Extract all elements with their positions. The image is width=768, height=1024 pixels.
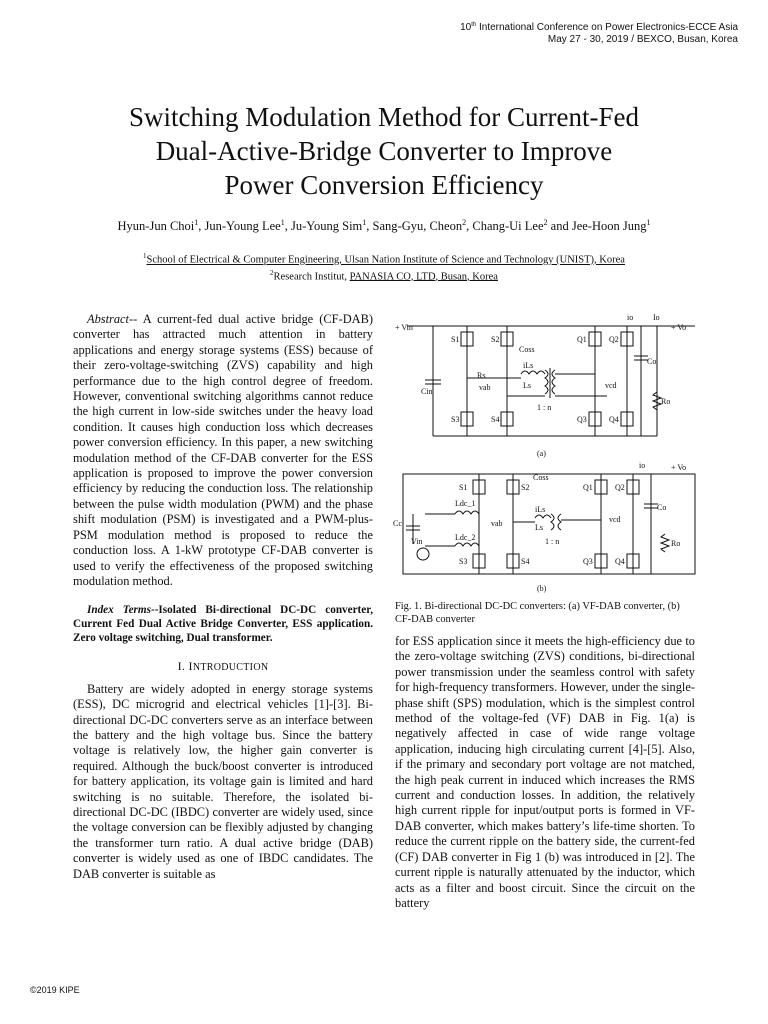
label-q1: Q1 — [577, 335, 587, 344]
author-separator: , — [366, 219, 373, 234]
conference-line-1: 10th International Conference on Power Electronics-ECCE Asia — [460, 22, 738, 33]
label-rs: Rs — [477, 371, 486, 380]
label-ls: Ls — [523, 381, 531, 390]
figure-label-a: (a) — [537, 449, 546, 458]
label-vo: + Vo — [671, 323, 687, 332]
label-s4-b: S4 — [521, 557, 530, 566]
label-q4: Q4 — [609, 415, 619, 424]
label-q4-b: Q4 — [615, 557, 625, 566]
label-ratio: 1 : n — [537, 403, 552, 412]
label-vin-b: Vin — [411, 537, 423, 546]
label-s3: S3 — [451, 415, 460, 424]
author-affiliation-mark: 2 — [462, 218, 467, 227]
author-affiliation-mark: 1 — [280, 218, 285, 227]
author-affiliation-mark: 2 — [543, 218, 548, 227]
label-co-b: Co — [657, 503, 667, 512]
label-q3: Q3 — [577, 415, 587, 424]
label-io-b: io — [639, 461, 646, 470]
label-ldc2: Ldc_2 — [455, 533, 476, 542]
label-vab-b: vab — [491, 519, 503, 528]
label-ils-b: iLs — [535, 505, 546, 514]
left-column — [73, 312, 373, 882]
label-s1-b: S1 — [459, 483, 468, 492]
label-ro-b: Ro — [671, 539, 681, 548]
section-heading-introduction: I. INTRODUCTION — [177, 659, 269, 674]
author-separator: and — [547, 219, 572, 234]
label-q2-b: Q2 — [615, 483, 625, 492]
author-name: Sang-Gyu, Cheon — [372, 219, 463, 234]
author-separator: , — [198, 219, 205, 234]
cf-dab-circuit — [403, 474, 695, 574]
label-ratio-b: 1 : n — [545, 537, 560, 546]
author-name: Hyun-Jun Choi — [117, 219, 195, 234]
figure-caption: Fig. 1. Bi-directional DC-DC converters: (a) VF-DAB converter, (b) CF-DAB converter — [395, 601, 680, 625]
affiliation-1: $^1$School of Electrical & Computer Engineering, Ulsan Nation Institute of Science and Technology (UNIST), Korea — [143, 252, 625, 266]
label-s2-b: S2 — [521, 483, 530, 492]
author-separator: , — [284, 219, 291, 234]
label-ldc1: Ldc_1 — [455, 499, 476, 508]
label-ils: iLs — [523, 361, 534, 370]
author-affiliation-mark: 1 — [362, 218, 367, 227]
label-cin: Cin — [421, 387, 433, 396]
label-co: Co — [647, 357, 657, 366]
index-terms: Index Terms--Isolated Bi-directional DC-DC converter, Current Fed Dual Active Bridge Converter, ESS application. Zero voltage switching, Dual transformer. — [73, 604, 373, 645]
label-vcd: vcd — [605, 381, 617, 390]
author-affiliation-mark: 1 — [194, 218, 199, 227]
author-separator: , — [466, 219, 473, 234]
label-vab: vab — [479, 383, 491, 392]
figure-1 — [395, 308, 705, 600]
label-q1-b: Q1 — [583, 483, 593, 492]
label-coss: Coss — [519, 345, 535, 354]
label-iout: Io — [653, 313, 660, 322]
author-name: Ju-Young Sim — [290, 219, 363, 234]
affiliations — [80, 250, 688, 283]
conference-header — [318, 22, 738, 46]
author-list — [80, 214, 688, 235]
author-name: Jee-Hoon Jung — [571, 219, 647, 234]
label-vcd-b: vcd — [609, 515, 621, 524]
paper-title: Switching Modulation Method for Current-Fed Dual-Active-Bridge Converter to Improve Power Conversion Efficiency — [129, 102, 639, 200]
label-ro: Ro — [661, 397, 671, 406]
cf-dab-labels — [393, 461, 686, 593]
label-s2: S2 — [491, 335, 500, 344]
label-s3-b: S3 — [459, 557, 468, 566]
label-q3-b: Q3 — [583, 557, 593, 566]
figure-label-b: (b) — [537, 584, 547, 593]
right-column — [395, 634, 695, 911]
label-q2: Q2 — [609, 335, 619, 344]
conference-line-2: May 27 - 30, 2019 / BEXCO, Busan, Korea — [547, 34, 738, 45]
affiliation-2: $^2$Research Institut, PANASIA CO, LTD, Busan, Korea — [270, 268, 498, 282]
label-s1: S1 — [451, 335, 460, 344]
intro-paragraph-2: for ESS application since it meets the high-efficiency due to the zero-voltage switching (ZVS) conditions, bi-directional power transmission under the seamless control with safety for high-frequency transformers. However, under the single-phase shift (SPS) modulation, which is the simplest control method of the voltage-fed (VF) DAB in Fig. 1(a) is negatively affected in case of wide range voltage application, inducing high circulating current [4]-[5]. Also, if the primary and secondary port voltage are not matched, the high peak current in induced which increases the RMS current and conduction losses. In addition, the relatively high current ripple for input/output ports is formed in VF-DAB converter, which makes battery’s life-time shorten. To reduce the current ripple on the battery side, the current-fed (CF) DAB converter in Fig 1 (b) was introduced in [2]. The current ripple is naturally attenuated by the inductor, which acts as a filter and boost circuit. Since the circuit on the battery — [395, 634, 695, 910]
circuit-diagrams — [395, 308, 705, 600]
label-cc: Cc — [393, 519, 402, 528]
label-vin: + Vin — [395, 323, 413, 332]
author-name: Jun-Young Lee — [204, 219, 281, 234]
label-coss-b: Coss — [533, 473, 549, 482]
abstract: Abstract-- A current-fed dual active bridge (CF-DAB) converter has attracted much attention in battery applications and energy storage systems (ESS) because of their zero-voltage-switching (ZVS) capability and high performance due to the high control degree of freedom. However, conventional switching algorithms cannot reduce the high current in low-side switches under the heavy load condition. It causes high conduction loss which decreases power conversion efficiency. In this paper, a new switching modulation method of the CF-DAB converter for the ESS application is proposed to improve the power conversion efficiency by reducing the conduction loss. The relationship between the pulse width modulation (PWM) and the phase shift modulation (PSM) is investigated and a PWM-plus-PSM modulation method is proposed to reduce the conduction loss. A 1-kW prototype CF-DAB converter is used to verify the effectiveness of the proposed switching modulation method. — [73, 312, 373, 588]
author-name: Chang-Ui Lee — [472, 219, 544, 234]
label-ls-b: Ls — [535, 523, 543, 532]
copyright-footer: ©2019 KIPE — [30, 985, 80, 995]
label-vo-b: + Vo — [671, 463, 687, 472]
intro-paragraph-1: Battery are widely adopted in energy storage systems (ESS), DC microgrid and electrical vehicles [1]-[3]. Bi-directional DC-DC converters serve as an interface between the battery and the high voltage bus. Since the battery voltage is relatively low, the higher gain converter is required. Although the buck/boost converter is introduced for battery application, its voltage gain is limited and hard switching is no suitable. Therefore, the isolated bi-directional DC-DC (IBDC) converter are widely used, since the voltage conversion can be flexibly adjusted by changing the transformer turn ratio. A dual active bridge (DAB) converter is widely used as one of IBDC candidates. The DAB converter is suitable as — [73, 681, 373, 881]
author-affiliation-mark: 1 — [646, 218, 651, 227]
label-s4: S4 — [491, 415, 500, 424]
label-io: io — [627, 313, 634, 322]
